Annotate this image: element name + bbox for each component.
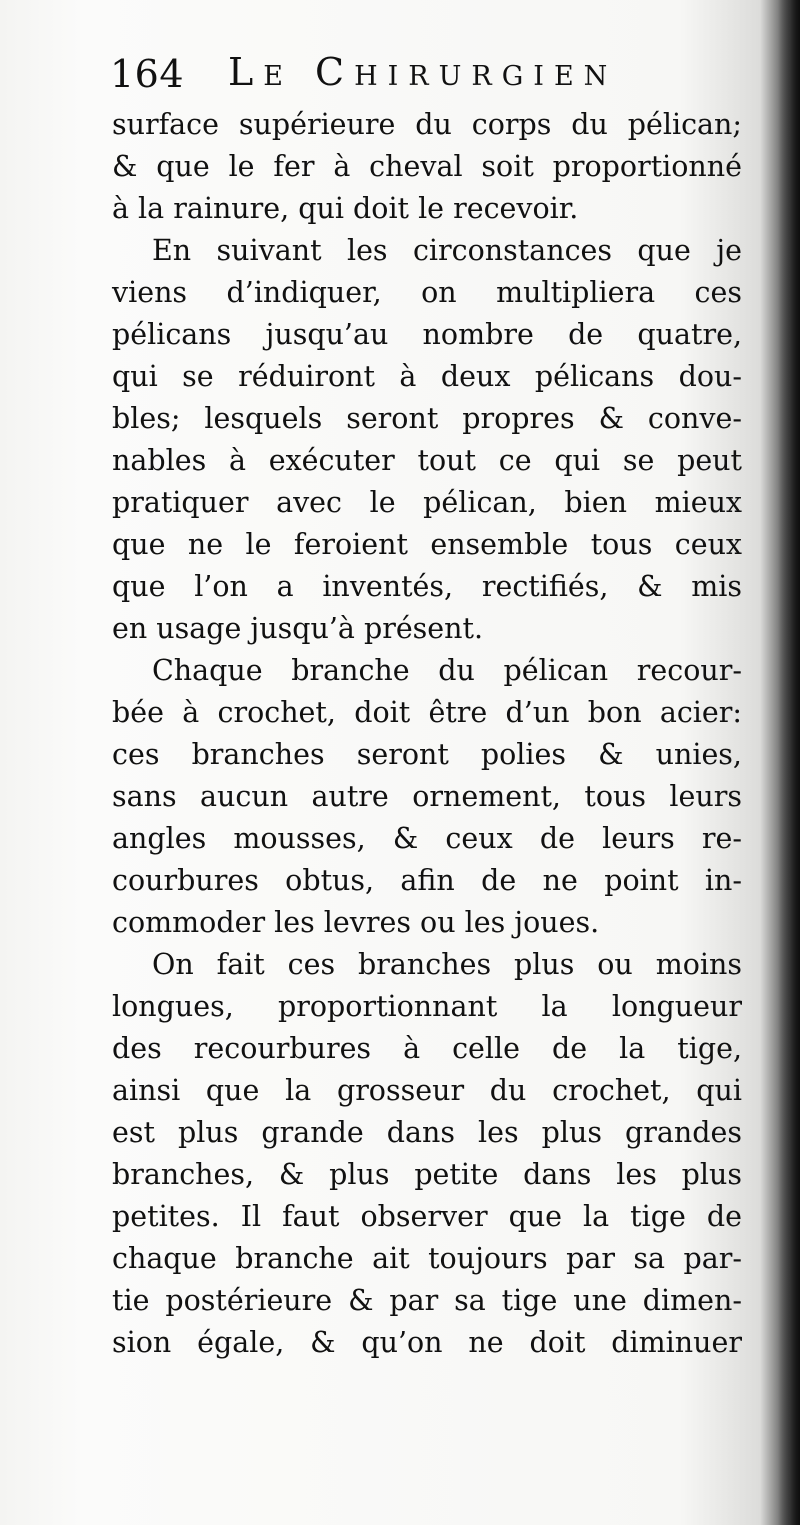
text-line: que ne le feroient ensemble tous ceux xyxy=(112,528,742,561)
text-line: courbures obtus, afin de ne point in- xyxy=(112,864,742,897)
text-line: en usage jusqu’à présent. xyxy=(112,612,484,645)
text-line: bée à crochet, doit être d’un bon acier: xyxy=(112,696,742,729)
paragraph-first-line: On fait ces branches plus ou moins xyxy=(152,948,742,981)
page-edge-shadow xyxy=(778,0,800,1525)
paragraph-first-line: Chaque branche du pélican recour- xyxy=(152,654,742,687)
text-line: sans aucun autre ornement, tous leurs xyxy=(112,780,742,813)
text-line: que l’on a inventés, rectifiés, & mis xyxy=(112,570,742,603)
text-line: nables à exécuter tout ce qui se peut xyxy=(112,444,742,477)
text-line: est plus grande dans les plus grandes xyxy=(112,1116,742,1149)
text-line: des recourbures à celle de la tige, xyxy=(112,1032,742,1065)
text-line: sion égale, & qu’on ne doit diminuer xyxy=(112,1326,742,1359)
text-line: petites. Il faut observer que la tige de xyxy=(112,1200,742,1233)
text-line: pélicans jusqu’au nombre de quatre, xyxy=(112,318,742,351)
text-line: longues, proportionnant la longueur xyxy=(112,990,742,1023)
text-line: & que le fer à cheval soit proportionné xyxy=(112,150,742,183)
text-line: chaque branche ait toujours par sa par- xyxy=(112,1242,742,1275)
text-line: viens d’indiquer, on multipliera ces xyxy=(112,276,742,309)
text-line: tie postérieure & par sa tige une dimen- xyxy=(112,1284,742,1317)
text-line: ces branches seront polies & unies, xyxy=(112,738,742,771)
text-line: bles; lesquels seront propres & conve- xyxy=(112,402,742,435)
text-line: à la rainure, qui doit le recevoir. xyxy=(112,192,579,225)
text-line: ainsi que la grosseur du crochet, qui xyxy=(112,1074,742,1107)
text-line: branches, & plus petite dans les plus xyxy=(112,1158,742,1191)
text-line: angles mousses, & ceux de leurs re- xyxy=(112,822,742,855)
text-line: commoder les levres ou les joues. xyxy=(112,906,600,939)
text-line: pratiquer avec le pélican, bien mieux xyxy=(112,486,742,519)
running-head: Le Chirurgien xyxy=(228,50,618,94)
text-line: surface supérieure du corps du pélican; xyxy=(112,108,742,141)
page-number: 164 xyxy=(110,52,185,96)
paragraph-first-line: En suivant les circonstances que je xyxy=(152,234,742,267)
page-header xyxy=(110,50,750,100)
text-line: qui se réduiront à deux pélicans dou- xyxy=(112,360,742,393)
